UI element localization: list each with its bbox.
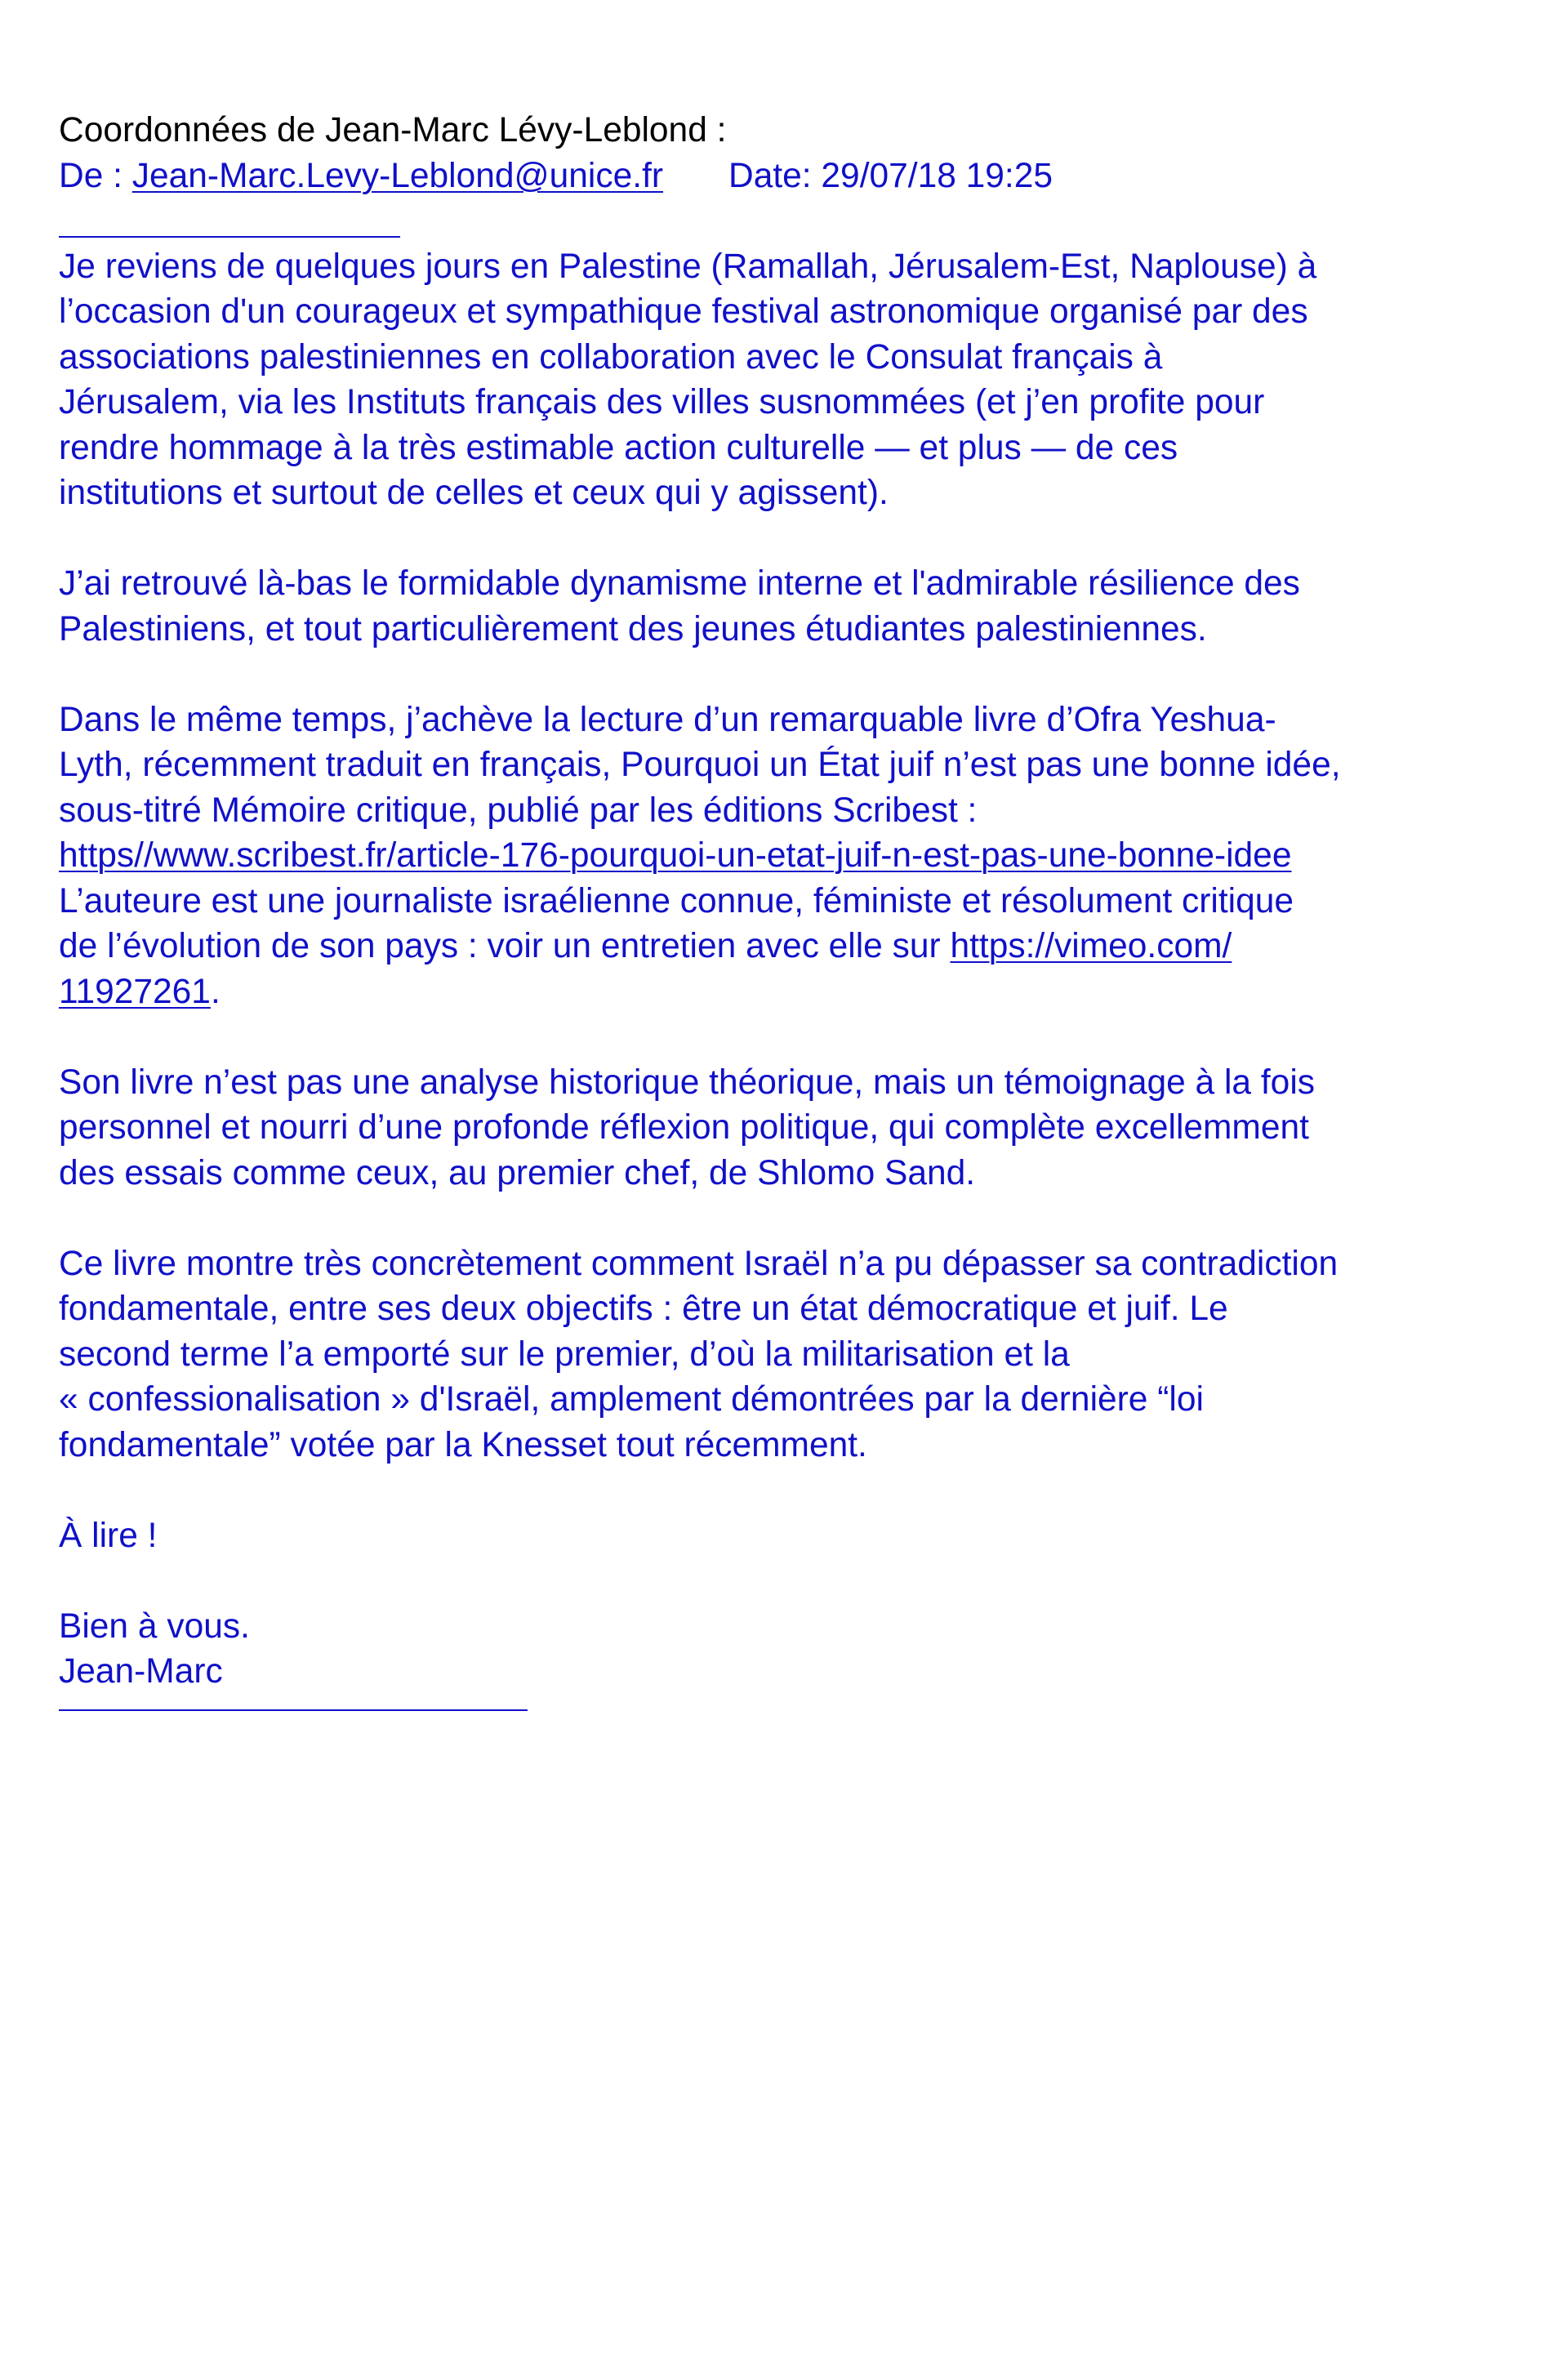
paragraph-line: Lyth, récemment traduit en français, Pourquoi un État juif n’est pas une bonne idée, [59,746,1341,784]
paragraph-line: fondamentale, entre ses deux objectifs : être un état démocratique et juif. Le [59,1290,1228,1328]
from-prefix: De : [59,156,132,195]
from-line [59,154,1529,199]
vimeo-link-part1[interactable]: https://vimeo.com/ [950,927,1232,965]
paragraph-line: l’occasion d'un courageux et sympathique festival astronomique organisé par des [59,292,1308,331]
vimeo-prefix: de l’évolution de son pays : voir un entretien avec elle sur [59,927,951,965]
paragraph-line: L’auteure est une journaliste israélienne connue, féministe et résolument critique [59,881,1294,920]
date-stamp: Date: 29/07/18 19:25 [728,156,1054,195]
scribest-link-line [59,833,1529,879]
paragraph-resilience [59,561,1529,652]
closing-greeting: Bien à vous. [59,1606,250,1646]
vimeo-line-2 [59,969,1529,1015]
page-title: Coordonnées de Jean-Marc Lévy-Leblond : [59,111,727,149]
paragraph-line: Ce livre montre très concrètement comment Israël n’a pu dépasser sa contradiction [59,1244,1339,1283]
sender-email-link[interactable]: Jean-Marc.Levy-Leblond@unice.fr [131,156,664,195]
vimeo-suffix: . [210,972,220,1011]
paragraph-line: Palestiniens, et tout particulièrement des jeunes étudiantes palestiniennes. [59,609,1207,648]
divider-long [59,1695,528,1719]
email-page [59,108,1529,1719]
paragraph-line: Dans le même temps, j’achève la lecture d’un remarquable livre d’Ofra Yeshua- [59,700,1276,739]
paragraph-line: sous-titré Mémoire critique, publié par les éditions Scribest : [59,791,978,830]
paragraph-intro [59,244,1529,516]
paragraph-line: institutions et surtout de celles et ceux qui y agissent). [59,474,889,512]
signature: Jean-Marc [59,1652,223,1691]
scribest-link[interactable]: https//www.scribest.fr/article-176-pourquoi-un-etat-juif-n-est-pas-une-bonne-idee [59,836,1292,875]
paragraph-line: second terme l’a emporté sur le premier, d’où la militarisation et la [59,1335,1070,1374]
divider-short [59,198,400,244]
paragraph-line: des essais comme ceux, au premier chef, de Shlomo Sand. [59,1153,976,1192]
paragraph-line: Je reviens de quelques jours en Palestine (Ramallah, Jérusalem-Est, Naplouse) à [59,247,1317,286]
paragraph-line: « confessionalisation » d'Israël, amplement démontrées par la dernière “loi [59,1380,1204,1419]
paragraph-analysis [59,1060,1529,1196]
paragraph-line: fondamentale” votée par la Knesset tout récemment. [59,1425,867,1464]
paragraph-line: Jérusalem, via les Instituts français des villes susnommées (et j’en profite pour [59,383,1265,421]
closing-exclaim: À lire ! [59,1516,158,1555]
paragraph-line: personnel et nourri d’une profonde réflexion politique, qui complète excellemment [59,1108,1309,1147]
vimeo-line [59,924,1529,969]
paragraph-line: associations palestiniennes en collaboration avec le Consulat français à [59,337,1163,377]
paragraph-line: rendre hommage à la très estimable action culturelle — et plus — de ces [59,428,1178,467]
paragraph-contradiction [59,1241,1529,1468]
paragraph-book [59,697,1529,1015]
paragraph-line: J’ai retrouvé là-bas le formidable dynamisme interne et l'admirable résilience des [59,564,1300,603]
vimeo-link-part2[interactable]: 11927261 [59,972,211,1011]
paragraph-line: Son livre n’est pas une analyse historique théorique, mais un témoignage à la fois [59,1063,1316,1102]
